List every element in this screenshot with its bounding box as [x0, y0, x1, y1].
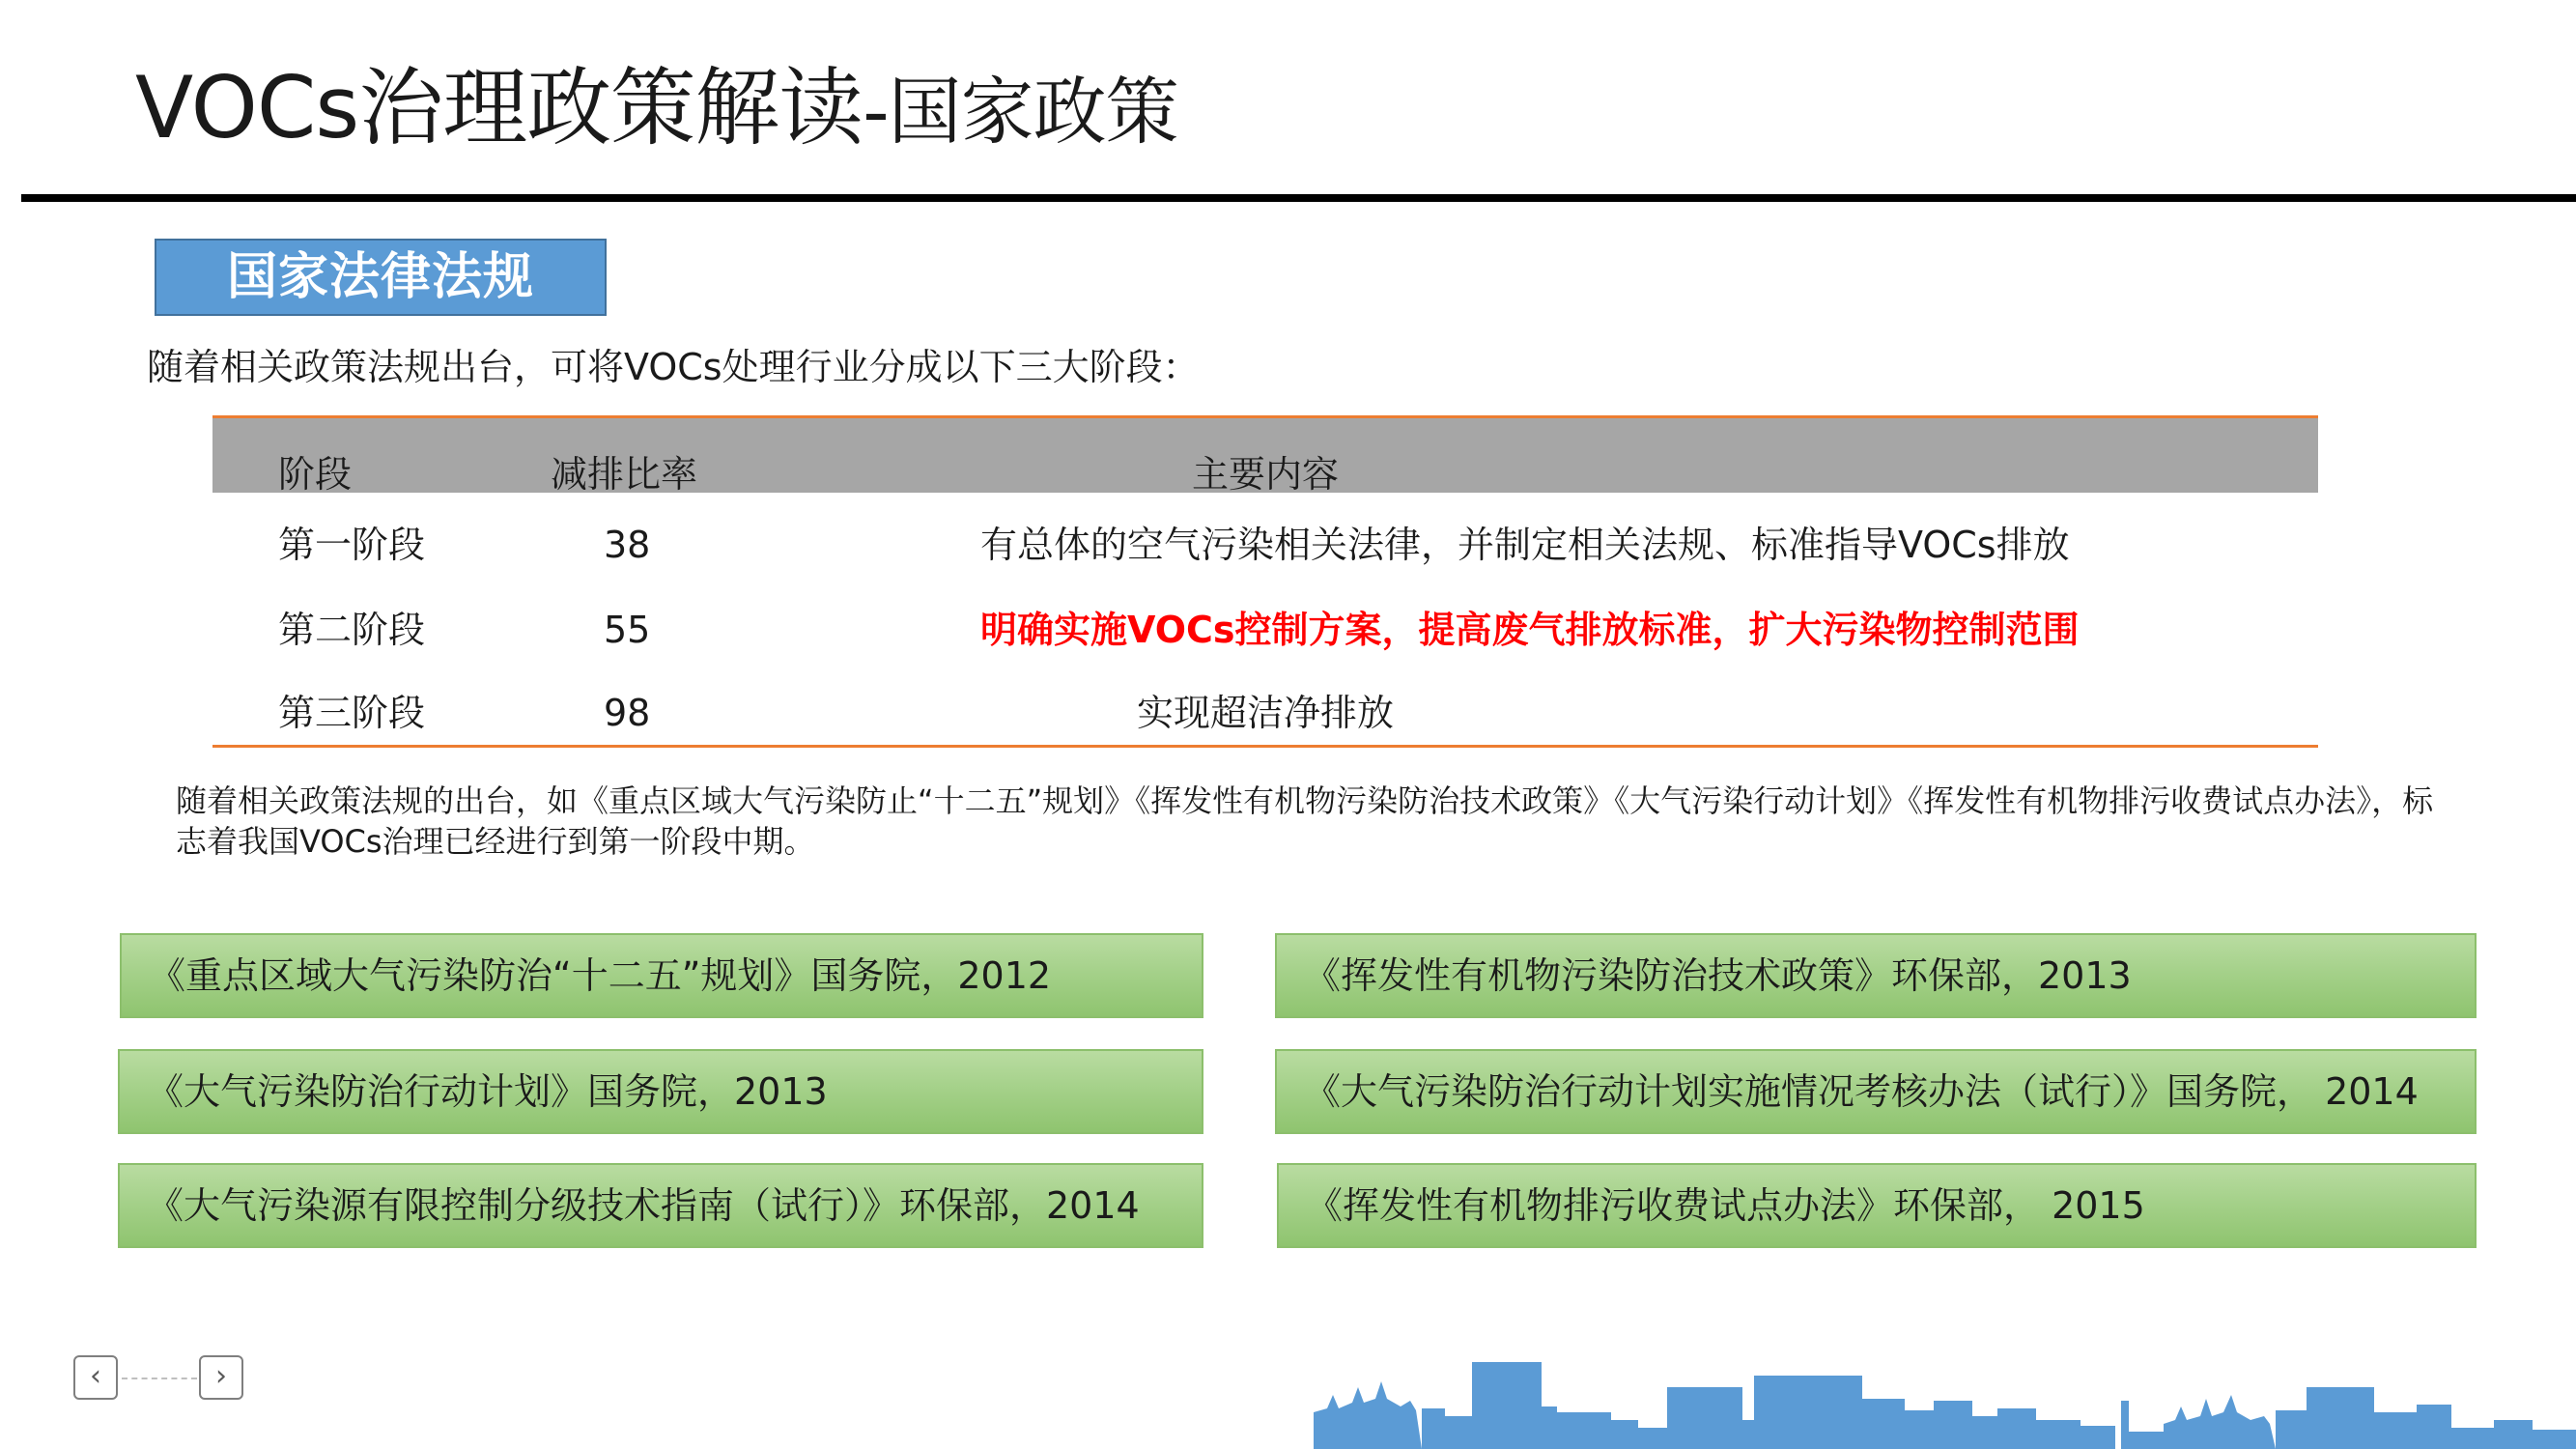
next-slide-button[interactable] [199, 1355, 243, 1400]
section-tag: 国家法律法规 [155, 239, 607, 316]
page-title [135, 50, 1178, 170]
header-content: 主要内容 [1191, 453, 1339, 496]
header-stage: 阶段 [278, 453, 353, 496]
policy-box-left-1: 《重点区域大气污染防治“十二五”规划》国务院，2012 [120, 933, 1203, 1018]
chevron-right-icon: › [215, 1359, 227, 1393]
note-text: 随着相关政策法规的出台，如《重点区域大气污染防止“十二五”规划》《挥发性有机物污染防治技术政策》《大气污染行动计划》《挥发性有机物排污收费试点办法》，标志着我国VOCs治理已经进行到第一阶段中期。 [176, 782, 2434, 860]
chevron-left-icon: ‹ [90, 1359, 101, 1393]
row-rate: 55 [604, 609, 651, 651]
page-title-sub: -国家政策 [863, 69, 1178, 155]
table-row [212, 589, 2318, 674]
policy-box-right-3: 《挥发性有机物排污收费试点办法》环保部， 2015 [1277, 1163, 2477, 1248]
table-row [212, 504, 2318, 589]
table-bottom-rule [212, 745, 2318, 748]
page-title-main: VOCs治理政策解读 [135, 58, 863, 157]
row-content: 实现超洁净排放 [1136, 692, 1394, 734]
policy-box-left-2: 《大气污染防治行动计划》国务院，2013 [118, 1049, 1203, 1134]
table-header [212, 415, 2318, 496]
row-rate: 38 [604, 524, 651, 566]
row-stage: 第三阶段 [278, 692, 426, 734]
city-skyline-icon [1314, 1352, 2576, 1449]
intro-text: 随着相关政策法规出台，可将VOCs处理行业分成以下三大阶段： [147, 346, 1200, 388]
row-stage: 第一阶段 [278, 524, 426, 566]
row-content-highlight: 明确实施VOCs控制方案，提高废气排放标准，扩大污染物控制范围 [980, 609, 2080, 651]
row-rate: 98 [604, 692, 651, 734]
policy-box-right-1: 《挥发性有机物污染防治技术政策》环保部，2013 [1275, 933, 2477, 1018]
header-rate: 减排比率 [551, 453, 698, 496]
title-divider [21, 194, 2576, 202]
row-content: 有总体的空气污染相关法律，并制定相关法规、标准指导VOCs排放 [980, 524, 2070, 566]
row-stage: 第二阶段 [278, 609, 426, 651]
prev-slide-button[interactable] [73, 1355, 118, 1400]
nav-connector [122, 1378, 197, 1379]
policy-box-left-3: 《大气污染源有限控制分级技术指南（试行）》环保部，2014 [118, 1163, 1203, 1248]
policy-box-right-2: 《大气污染防治行动计划实施情况考核办法（试行）》国务院， 2014 [1275, 1049, 2477, 1134]
